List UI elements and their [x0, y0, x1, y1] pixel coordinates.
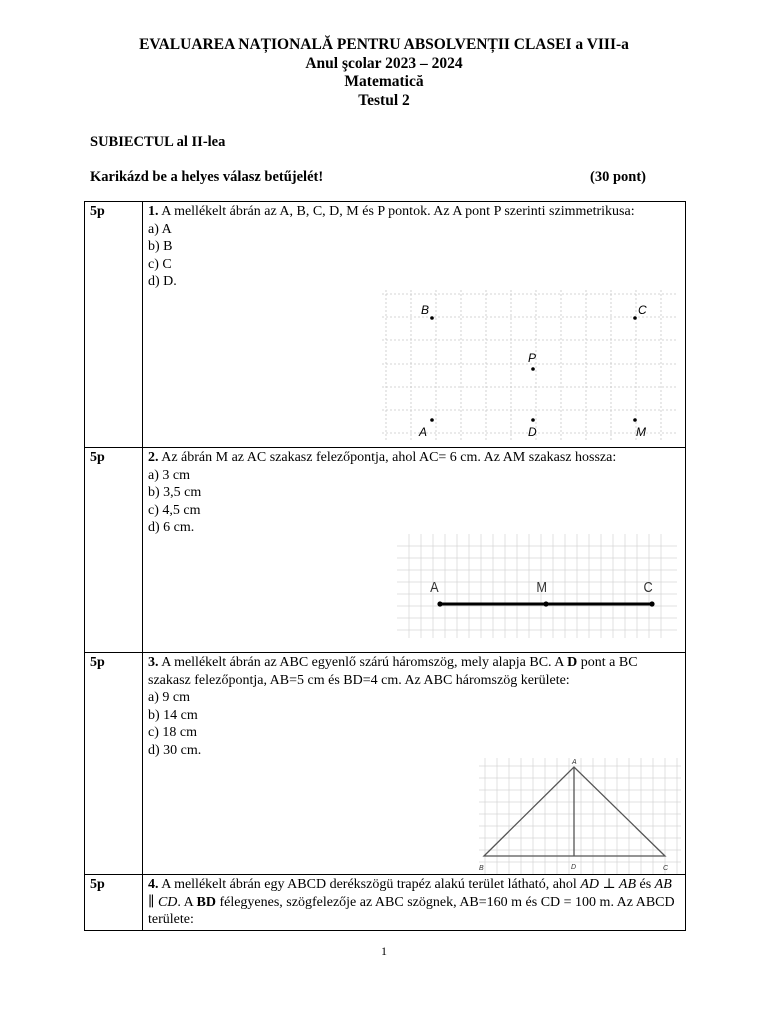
label-d: D	[571, 864, 577, 871]
question-3-triangle-figure	[479, 758, 681, 874]
point-c	[633, 316, 637, 320]
question-2-option-a[interactable]: a) 3 cm	[148, 467, 190, 483]
point-c	[649, 601, 654, 606]
question-1-option-c[interactable]: c) C	[148, 256, 172, 272]
label-m: M	[636, 425, 646, 439]
question-3-option-a[interactable]: a) 9 cm	[148, 690, 190, 705]
point-p	[531, 367, 535, 371]
point-b	[430, 316, 434, 320]
question-row-2	[85, 448, 686, 653]
question-2-points: 5p	[85, 448, 143, 653]
question-1-option-a[interactable]: a) A	[148, 221, 172, 237]
question-3-option-b[interactable]: b) 14 cm	[148, 707, 198, 723]
question-1-points: 5p	[85, 202, 143, 448]
question-4-number: 4.	[148, 877, 159, 892]
question-4-points: 5p	[85, 875, 143, 931]
question-2-body	[143, 448, 686, 653]
question-2-segment-figure	[397, 534, 677, 638]
label-m: M	[536, 577, 548, 596]
label-c: C	[638, 303, 647, 317]
question-4-text-2: és	[636, 877, 655, 892]
question-1-number: 1.	[148, 204, 159, 219]
header-exam-title: EVALUAREA NAȚIONALĂ PENTRU ABSOLVENȚII CLASEI a VIII-a	[139, 36, 629, 53]
question-1-body	[143, 202, 686, 448]
question-3-number: 3.	[148, 655, 159, 670]
question-row-1	[85, 202, 686, 448]
question-3-text-c: pont a BC szakasz felezőpontja, AB=5 cm és BD=4 cm. Az ABC háromszög kerülete:	[148, 655, 638, 688]
question-2-option-d[interactable]: d) 6 cm.	[148, 520, 195, 535]
label-c: C	[643, 577, 653, 596]
question-4-math-perpendicular: AD ⊥ AB	[580, 877, 636, 892]
label-p: P	[528, 351, 537, 365]
question-3-text-b: D	[567, 655, 578, 670]
question-1-point-grid-figure	[382, 290, 678, 440]
document-header	[0, 36, 768, 110]
point-m	[633, 418, 637, 422]
label-b: B	[479, 865, 484, 872]
question-1-option-b[interactable]: b) B	[148, 239, 173, 254]
total-points: (30 pont)	[590, 169, 646, 185]
label-d: D	[528, 425, 537, 439]
question-4-text-5: félegyenes, szögfelezője az ABC szögnek, AB=160 m és CD = 100 m. Az ABCD területe:	[148, 894, 675, 927]
question-4-text-3: . A	[177, 894, 197, 910]
section-title: SUBIECTUL al II-lea	[90, 134, 226, 150]
question-row-4	[85, 875, 686, 931]
question-1-option-d[interactable]: d) D.	[148, 274, 177, 289]
point-m	[543, 601, 548, 606]
question-3-option-c[interactable]: c) 18 cm	[148, 725, 197, 740]
label-b: B	[421, 303, 430, 317]
question-3-points: 5p	[85, 653, 143, 875]
question-2-option-b[interactable]: b) 3,5 cm	[148, 485, 202, 500]
question-2-option-c[interactable]: c) 4,5 cm	[148, 502, 201, 518]
label-c: C	[663, 865, 669, 872]
header-test-number: Testul 2	[358, 91, 410, 109]
question-4-math-parallel: AB ∥ CD	[148, 877, 672, 910]
instruction-text: Karikázd be a helyes válasz betűjelét!	[90, 169, 324, 185]
point-a	[437, 601, 442, 606]
questions-table	[84, 201, 686, 931]
header-subject: Matematică	[344, 73, 424, 90]
label-a: A	[430, 577, 439, 596]
label-a: A	[572, 759, 577, 766]
header-school-year: Anul şcolar 2023 – 2024	[305, 54, 463, 72]
question-3-option-d[interactable]: d) 30 cm.	[148, 742, 202, 758]
instruction-line	[90, 169, 646, 186]
page-number: 1	[381, 944, 387, 958]
question-row-3	[85, 653, 686, 875]
question-4-text-1: A mellékelt ábrán egy ABCD derékszögü trapéz alakú terület látható, ahol	[158, 877, 581, 892]
question-2-number: 2.	[148, 450, 159, 465]
question-1-text: A mellékelt ábrán az A, B, C, D, M és P pontok. Az A pont P szerinti szimmetrikusa:	[158, 204, 635, 219]
label-a: A	[419, 425, 428, 439]
point-d	[531, 418, 535, 422]
question-3-body	[143, 653, 686, 875]
question-4-body	[143, 875, 686, 931]
question-3-text-a: A mellékelt ábrán az ABC egyenlő szárú háromszög, mely alapja BC. A	[158, 655, 568, 670]
question-2-text: Az ábrán M az AC szakasz felezőpontja, ahol AC= 6 cm. Az AM szakasz hossza:	[158, 450, 617, 465]
question-4-text-4: BD	[196, 894, 216, 910]
point-a	[430, 418, 434, 422]
